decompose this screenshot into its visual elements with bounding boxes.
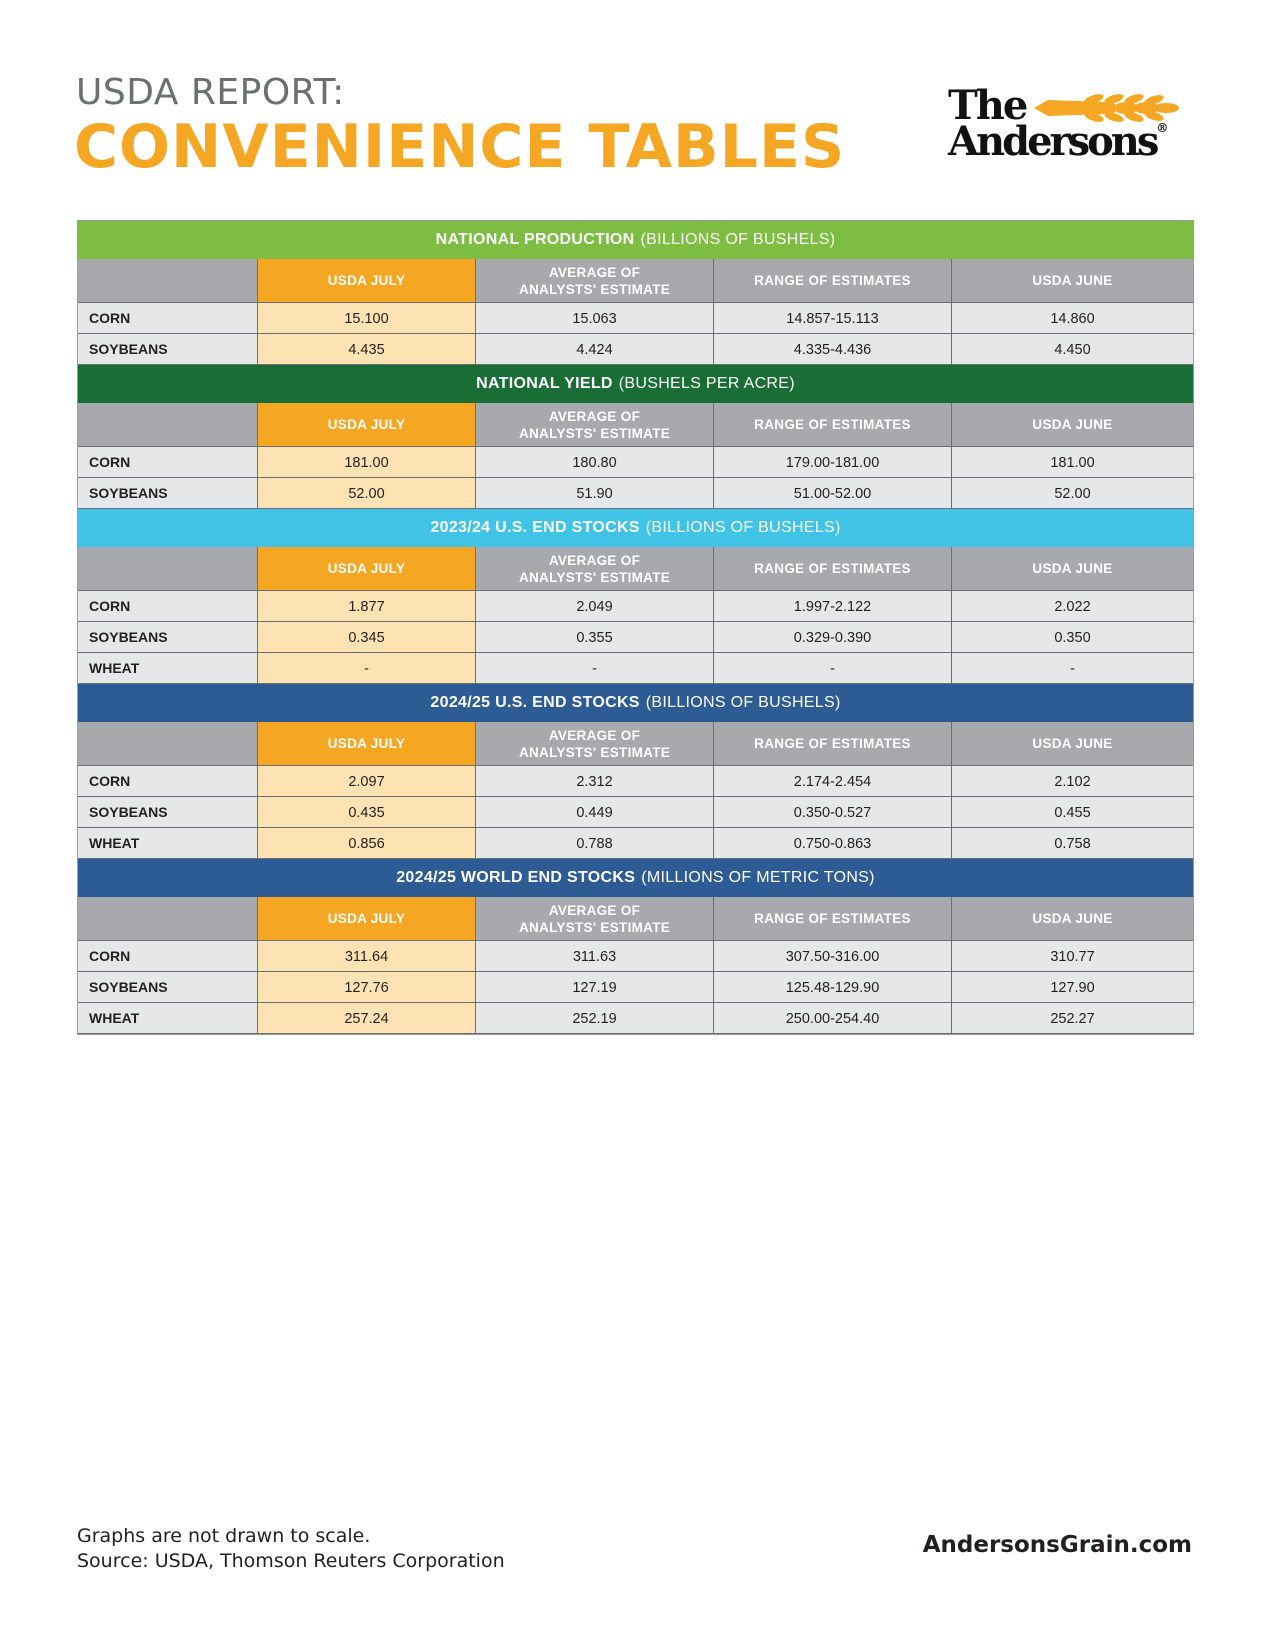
cell-july: 15.100 xyxy=(258,303,476,334)
cell-june: 0.350 xyxy=(952,622,1193,653)
cell-june: 4.450 xyxy=(952,334,1193,365)
header-blank xyxy=(78,897,258,941)
table-row xyxy=(78,591,1193,622)
section-title xyxy=(78,509,1193,547)
header-usda-july: USDA JULY xyxy=(258,547,476,591)
logo-the: The xyxy=(948,82,1027,129)
header-average-line: ANALYSTS' ESTIMATE xyxy=(518,425,671,441)
header-usda-june: USDA JUNE xyxy=(952,547,1193,591)
section-title-unit: (MILLIONS OF METRIC TONS) xyxy=(641,869,875,886)
cell-june: 252.27 xyxy=(952,1003,1193,1034)
table-row xyxy=(78,1003,1193,1034)
section-title-unit: (BILLIONS OF BUSHELS) xyxy=(645,519,841,536)
header-average xyxy=(476,547,714,591)
cell-june: - xyxy=(952,653,1193,684)
section-title-bold: 2024/25 U.S. END STOCKS xyxy=(430,694,640,711)
cell-july: 4.435 xyxy=(258,334,476,365)
table-row xyxy=(78,941,1193,972)
header-blank xyxy=(78,722,258,766)
header-blank xyxy=(78,547,258,591)
header-average-line: AVERAGE OF xyxy=(548,552,641,568)
row-label: CORN xyxy=(78,447,258,478)
cell-july: 52.00 xyxy=(258,478,476,509)
table-row xyxy=(78,334,1193,365)
cell-avg: 0.788 xyxy=(476,828,714,859)
section-title-bold: NATIONAL YIELD xyxy=(476,375,613,392)
header-range: RANGE OF ESTIMATES xyxy=(714,259,952,303)
header-usda-june: USDA JUNE xyxy=(952,403,1193,447)
column-header-row xyxy=(78,403,1193,447)
header-average xyxy=(476,722,714,766)
cell-avg: 180.80 xyxy=(476,447,714,478)
page-title-line1: USDA REPORT: xyxy=(76,72,345,113)
andersons-logo xyxy=(948,82,1198,166)
section-title-unit: (BILLIONS OF BUSHELS) xyxy=(640,231,836,248)
header-usda-june: USDA JUNE xyxy=(952,259,1193,303)
header-average-line: AVERAGE OF xyxy=(548,902,641,918)
cell-june: 14.860 xyxy=(952,303,1193,334)
header-average xyxy=(476,897,714,941)
section-title-bold: 2024/25 WORLD END STOCKS xyxy=(396,869,636,886)
cell-range: 14.857-15.113 xyxy=(714,303,952,334)
cell-range: 1.997-2.122 xyxy=(714,591,952,622)
section-title xyxy=(78,859,1193,897)
header-average-line: ANALYSTS' ESTIMATE xyxy=(518,919,671,935)
cell-july: 0.856 xyxy=(258,828,476,859)
scale-note: Graphs are not drawn to scale. xyxy=(77,1525,371,1547)
cell-june: 0.758 xyxy=(952,828,1193,859)
convenience-tables xyxy=(77,220,1194,1035)
cell-july: 2.097 xyxy=(258,766,476,797)
cell-july: 127.76 xyxy=(258,972,476,1003)
row-label: SOYBEANS xyxy=(78,972,258,1003)
cell-range: 51.00-52.00 xyxy=(714,478,952,509)
cell-july: 181.00 xyxy=(258,447,476,478)
footnote xyxy=(77,1524,505,1574)
cell-range: 4.335-4.436 xyxy=(714,334,952,365)
cell-avg: 0.355 xyxy=(476,622,714,653)
section-title-bold: 2023/24 U.S. END STOCKS xyxy=(430,519,640,536)
table-row xyxy=(78,797,1193,828)
cell-july: 0.435 xyxy=(258,797,476,828)
header-average-line: AVERAGE OF xyxy=(548,264,641,280)
cell-range: 0.329-0.390 xyxy=(714,622,952,653)
header-usda-june: USDA JUNE xyxy=(952,722,1193,766)
row-label: CORN xyxy=(78,766,258,797)
page-title: CONVENIENCE TABLES xyxy=(74,112,846,182)
cell-range: 179.00-181.00 xyxy=(714,447,952,478)
row-label: CORN xyxy=(78,591,258,622)
header-range: RANGE OF ESTIMATES xyxy=(714,897,952,941)
cell-avg: 15.063 xyxy=(476,303,714,334)
header-range: RANGE OF ESTIMATES xyxy=(714,547,952,591)
cell-range: 0.350-0.527 xyxy=(714,797,952,828)
cell-avg: 4.424 xyxy=(476,334,714,365)
row-label: WHEAT xyxy=(78,1003,258,1034)
cell-range: 2.174-2.454 xyxy=(714,766,952,797)
cell-july: 0.345 xyxy=(258,622,476,653)
header-usda-july: USDA JULY xyxy=(258,259,476,303)
header-usda-july: USDA JULY xyxy=(258,403,476,447)
row-label: SOYBEANS xyxy=(78,797,258,828)
header-average xyxy=(476,403,714,447)
cell-avg: 2.049 xyxy=(476,591,714,622)
section-title-unit: (BILLIONS OF BUSHELS) xyxy=(645,694,841,711)
header-average-line: ANALYSTS' ESTIMATE xyxy=(518,281,671,297)
column-header-row xyxy=(78,547,1193,591)
row-label: CORN xyxy=(78,941,258,972)
row-label: WHEAT xyxy=(78,653,258,684)
column-header-row xyxy=(78,259,1193,303)
section-title xyxy=(78,365,1193,403)
table-row xyxy=(78,303,1193,334)
header-usda-july: USDA JULY xyxy=(258,722,476,766)
cell-june: 0.455 xyxy=(952,797,1193,828)
cell-avg: 2.312 xyxy=(476,766,714,797)
table-row xyxy=(78,447,1193,478)
header-usda-july: USDA JULY xyxy=(258,897,476,941)
row-label: SOYBEANS xyxy=(78,622,258,653)
website-link[interactable]: AndersonsGrain.com xyxy=(922,1532,1192,1558)
cell-range: 0.750-0.863 xyxy=(714,828,952,859)
cell-july: 311.64 xyxy=(258,941,476,972)
cell-range: 250.00-254.40 xyxy=(714,1003,952,1034)
cell-avg: 51.90 xyxy=(476,478,714,509)
cell-avg: - xyxy=(476,653,714,684)
table-row xyxy=(78,622,1193,653)
row-label: SOYBEANS xyxy=(78,478,258,509)
cell-avg: 127.19 xyxy=(476,972,714,1003)
cell-june: 181.00 xyxy=(952,447,1193,478)
cell-june: 52.00 xyxy=(952,478,1193,509)
cell-july: 1.877 xyxy=(258,591,476,622)
header-blank xyxy=(78,259,258,303)
cell-range: 307.50-316.00 xyxy=(714,941,952,972)
table-row xyxy=(78,478,1193,509)
header-range: RANGE OF ESTIMATES xyxy=(714,722,952,766)
row-label: SOYBEANS xyxy=(78,334,258,365)
cell-range: - xyxy=(714,653,952,684)
section-title-bold: NATIONAL PRODUCTION xyxy=(435,231,635,248)
source-note: Source: USDA, Thomson Reuters Corporation xyxy=(77,1550,505,1572)
column-header-row xyxy=(78,897,1193,941)
cell-range: 125.48-129.90 xyxy=(714,972,952,1003)
row-label: WHEAT xyxy=(78,828,258,859)
header-average-line: ANALYSTS' ESTIMATE xyxy=(518,744,671,760)
cell-avg: 252.19 xyxy=(476,1003,714,1034)
logo-andersons: Andersons® xyxy=(948,118,1169,165)
header-range: RANGE OF ESTIMATES xyxy=(714,403,952,447)
column-header-row xyxy=(78,722,1193,766)
section-title xyxy=(78,221,1193,259)
cell-june: 2.022 xyxy=(952,591,1193,622)
cell-avg: 0.449 xyxy=(476,797,714,828)
header-usda-june: USDA JUNE xyxy=(952,897,1193,941)
header-average-line: AVERAGE OF xyxy=(548,727,641,743)
header-average-line: ANALYSTS' ESTIMATE xyxy=(518,569,671,585)
section-title xyxy=(78,684,1193,722)
table-row xyxy=(78,828,1193,859)
row-label: CORN xyxy=(78,303,258,334)
cell-avg: 311.63 xyxy=(476,941,714,972)
header-average xyxy=(476,259,714,303)
cell-june: 2.102 xyxy=(952,766,1193,797)
cell-july: 257.24 xyxy=(258,1003,476,1034)
cell-june: 127.90 xyxy=(952,972,1193,1003)
table-row xyxy=(78,766,1193,797)
header-blank xyxy=(78,403,258,447)
table-row xyxy=(78,653,1193,684)
section-title-unit: (BUSHELS PER ACRE) xyxy=(618,375,795,392)
cell-june: 310.77 xyxy=(952,941,1193,972)
cell-july: - xyxy=(258,653,476,684)
table-row xyxy=(78,972,1193,1003)
header-average-line: AVERAGE OF xyxy=(548,408,641,424)
